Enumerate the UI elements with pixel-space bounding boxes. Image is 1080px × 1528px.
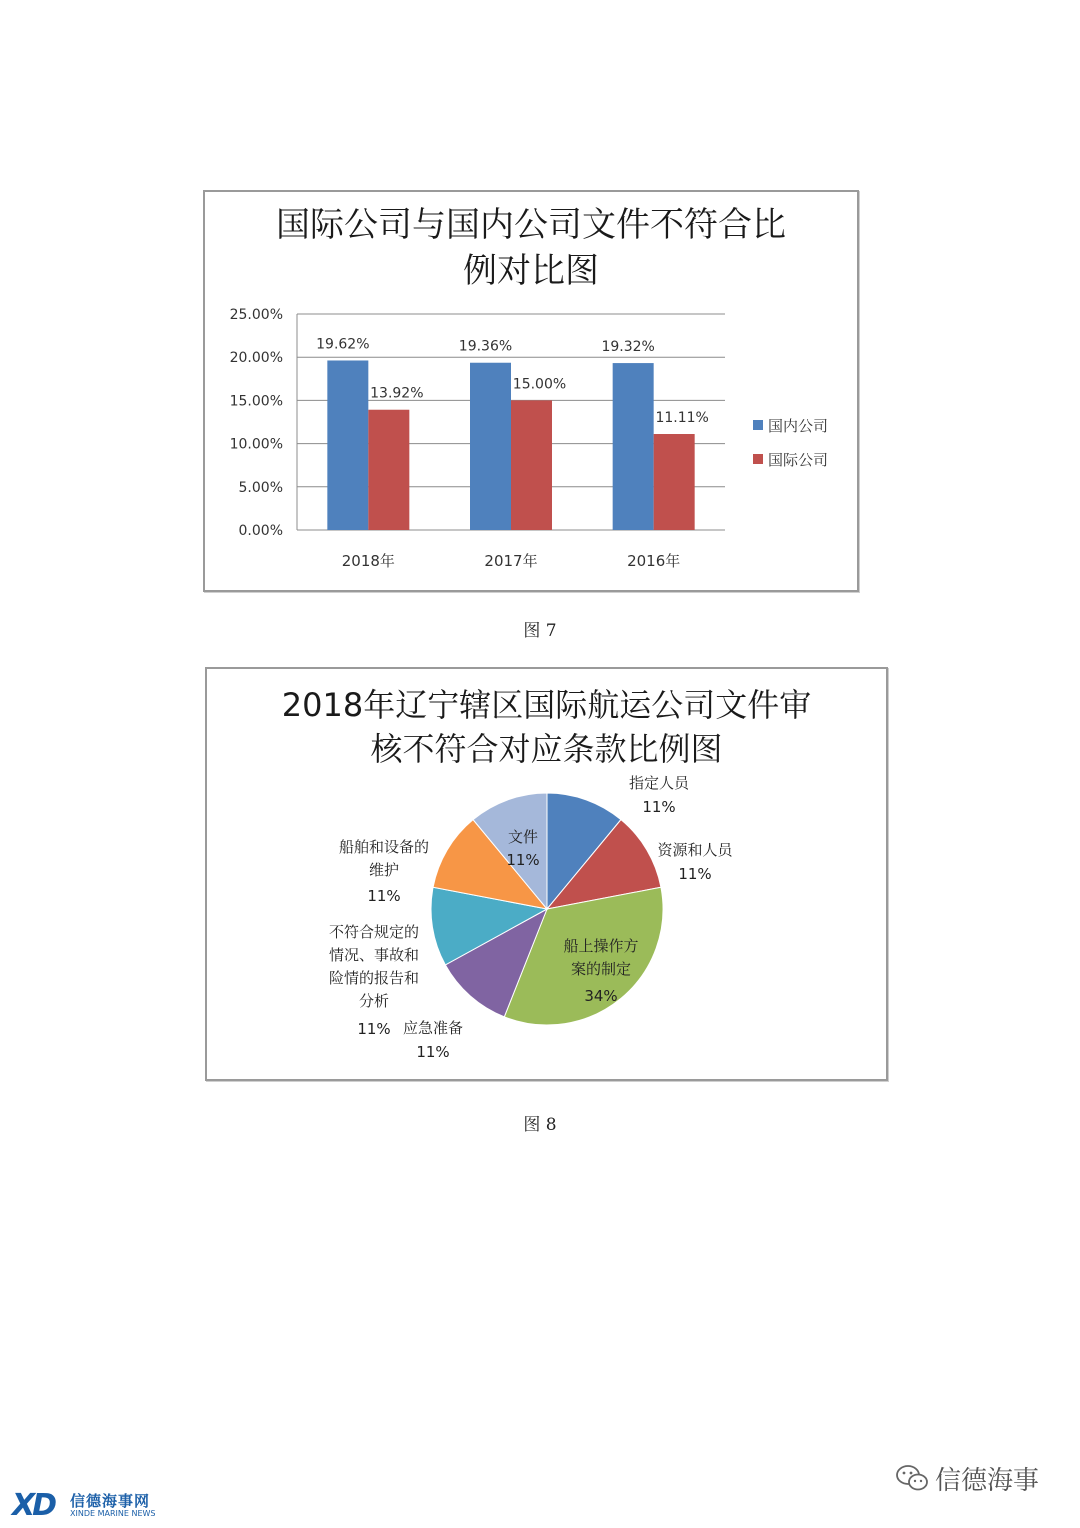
data-label: 19.62% bbox=[316, 336, 370, 353]
data-label: 19.36% bbox=[458, 338, 513, 355]
bar bbox=[613, 363, 654, 530]
bar bbox=[368, 410, 409, 530]
data-label: 11.11% bbox=[655, 410, 709, 427]
slice-value-label: 11% bbox=[367, 887, 401, 905]
wechat-watermark bbox=[895, 1458, 1039, 1498]
y-tick-label: 25.00% bbox=[229, 307, 283, 323]
slice-name-label: 资源和人员 bbox=[657, 841, 733, 859]
pie-chart-frame bbox=[205, 667, 888, 1081]
y-tick-label: 5.00% bbox=[238, 479, 283, 496]
pie-chart-title: 2018年辽宁辖区国际航运公司文件审核不符合对应条款比例图 bbox=[281, 686, 812, 768]
bar-chart bbox=[205, 192, 857, 590]
slice-name-label: 不符合规定的情况、事故和险情的报告和分析 bbox=[328, 923, 420, 1010]
site-logo bbox=[12, 1488, 162, 1522]
slice-value-label: 11% bbox=[416, 1043, 450, 1061]
legend-swatch bbox=[753, 420, 763, 430]
x-tick-label: 2016年 bbox=[627, 552, 681, 570]
slice-value-label: 11% bbox=[506, 851, 540, 869]
logo-subtitle: XINDE MARINE NEWS bbox=[70, 1509, 156, 1518]
bar bbox=[470, 363, 511, 530]
data-label: 15.00% bbox=[512, 376, 567, 393]
bar-chart-frame bbox=[203, 190, 859, 592]
logo-mark: XD bbox=[12, 1488, 55, 1523]
legend-label: 国际公司 bbox=[768, 451, 829, 469]
slice-name-label: 文件 bbox=[507, 828, 539, 846]
x-tick-label: 2018年 bbox=[341, 552, 395, 570]
bar bbox=[511, 400, 552, 530]
slice-name-label: 应急准备 bbox=[402, 1019, 464, 1037]
logo-name: 信德海事网 bbox=[70, 1492, 151, 1510]
slice-name-label: 船舶和设备的维护 bbox=[338, 838, 430, 879]
slice-name-label: 船上操作方案的制定 bbox=[563, 937, 639, 978]
y-tick-label: 0.00% bbox=[238, 523, 283, 539]
watermark-text: 信德海事 bbox=[935, 1465, 1040, 1496]
slice-value-label: 11% bbox=[678, 865, 712, 883]
y-tick-label: 20.00% bbox=[229, 350, 283, 367]
legend-label: 国内公司 bbox=[768, 417, 829, 435]
figure-7-caption: 图 7 bbox=[523, 621, 557, 641]
bar bbox=[327, 360, 368, 530]
data-label: 13.92% bbox=[370, 385, 424, 402]
x-tick-label: 2017年 bbox=[484, 552, 538, 570]
slice-name-label: 指定人员 bbox=[628, 774, 690, 792]
slice-value-label: 11% bbox=[357, 1020, 391, 1038]
y-tick-label: 10.00% bbox=[229, 436, 283, 453]
figure-8-caption: 图 8 bbox=[523, 1115, 557, 1135]
y-tick-label: 15.00% bbox=[229, 393, 283, 410]
pie-chart bbox=[207, 669, 886, 1079]
bar bbox=[654, 434, 695, 530]
wechat-icon bbox=[895, 1463, 929, 1493]
slice-value-label: 11% bbox=[642, 798, 676, 816]
slice-value-label: 34% bbox=[584, 987, 618, 1005]
data-label: 19.32% bbox=[601, 339, 655, 356]
bar-chart-title: 国际公司与国内公司文件不符合比例对比图 bbox=[276, 205, 786, 291]
legend-swatch bbox=[753, 454, 763, 464]
